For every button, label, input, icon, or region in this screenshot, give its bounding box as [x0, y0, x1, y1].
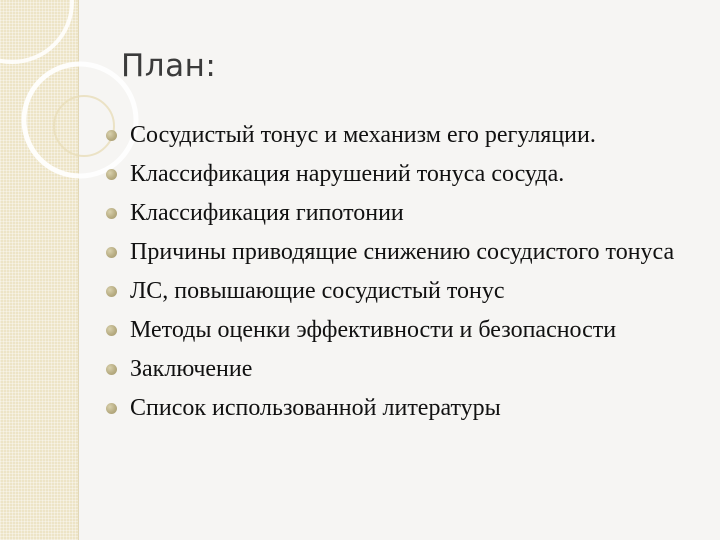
list-item: [106, 354, 706, 385]
bullet-text: Сосудистый тонус и механизм его регуляции.: [130, 122, 596, 148]
bullet-text: Методы оценки эффективности и безопасности: [130, 317, 617, 343]
bullet-circle-icon: [106, 169, 117, 180]
bullet-circle-icon: [106, 208, 117, 219]
bullet-text: Причины приводящие снижению сосудистого тонуса: [130, 239, 675, 265]
list-item: [106, 393, 706, 424]
bullet-circle-icon: [106, 364, 117, 375]
bullet-circle-icon: [106, 325, 117, 336]
bullet-circle-icon: [106, 286, 117, 297]
bullet-text: Классификация нарушений тонуса сосуда.: [130, 161, 565, 187]
bullet-circle-icon: [106, 130, 117, 141]
bullet-circle-icon: [106, 403, 117, 414]
list-item: [106, 237, 706, 268]
bullet-text: Список использованной литературы: [130, 395, 501, 421]
bullet-circle-icon: [106, 247, 117, 258]
list-item: [106, 120, 706, 151]
slide-title: План:: [121, 48, 217, 84]
list-item: [106, 276, 706, 307]
list-item: [106, 198, 706, 229]
bullet-list: [106, 120, 706, 432]
bullet-text: Классификация гипотонии: [130, 200, 404, 226]
list-item: [106, 159, 706, 190]
bullet-text: ЛС, повышающие сосудистый тонус: [130, 278, 505, 304]
bullet-text: Заключение: [130, 356, 253, 382]
list-item: [106, 315, 706, 346]
